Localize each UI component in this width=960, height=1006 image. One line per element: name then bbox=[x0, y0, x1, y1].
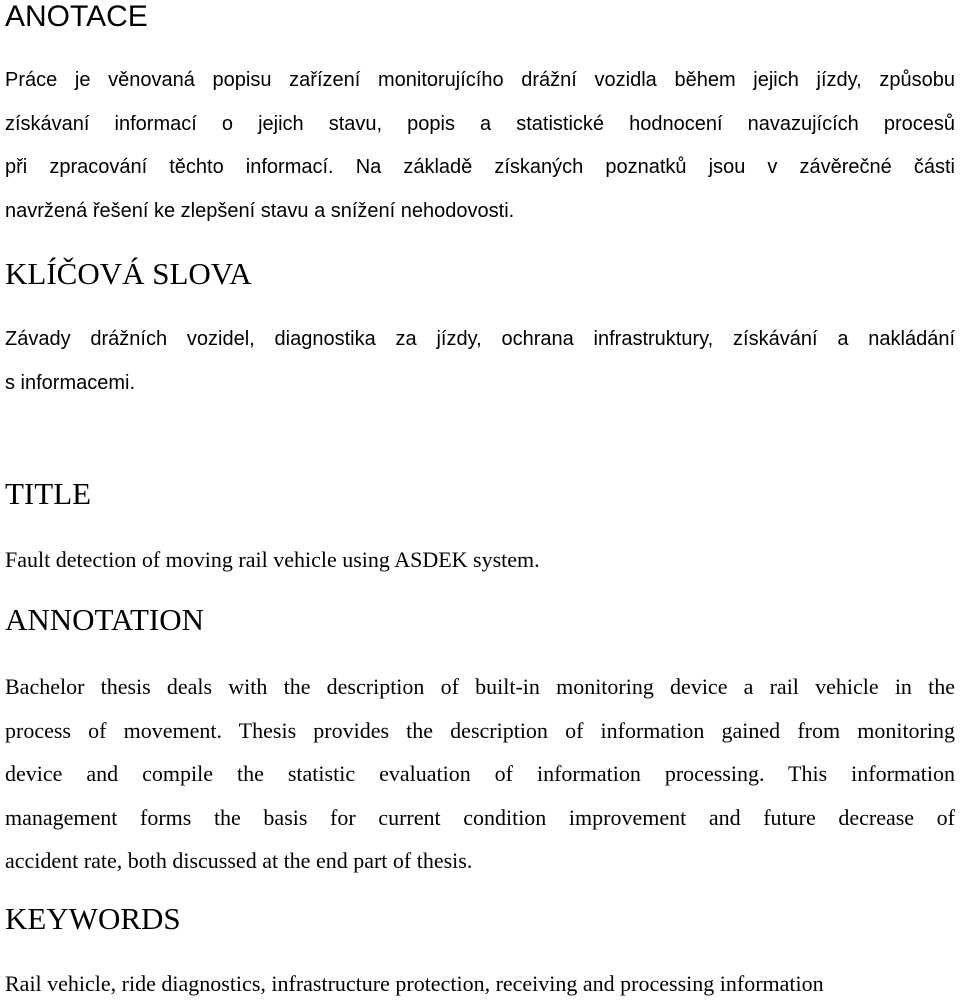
title-paragraph bbox=[5, 538, 955, 582]
anotace-paragraph bbox=[5, 59, 955, 233]
anotace-line-2: získávaní informací o jejich stavu, popis a statistické hodnocení navazujících procesů bbox=[5, 112, 955, 135]
heading-klicova-slova: KLÍČOVÁ SLOVA bbox=[5, 256, 252, 291]
klicova-slova-line-1: Závady drážních vozidel, diagnostika za jízdy, ochrana infrastruktury, získávání a nakládání bbox=[5, 328, 955, 350]
anotace-line-3: při zpracování těchto informací. Na základě získaných poznatků jsou v závěrečné části bbox=[5, 156, 955, 178]
heading-anotace: ANOTACE bbox=[5, 0, 148, 33]
heading-annotation: ANNOTATION bbox=[5, 602, 204, 637]
annotation-line-1: Bachelor thesis deals with the description of built-in monitoring device a rail vehicle in the bbox=[5, 674, 955, 699]
annotation-line-3: device and compile the statistic evaluation of information processing. This information bbox=[5, 761, 955, 786]
annotation-line-2: process of movement. Thesis provides the description of information gained from monitoring bbox=[5, 717, 955, 743]
annotation-paragraph bbox=[5, 665, 955, 883]
keywords-text: Rail vehicle, ride diagnostics, infrastructure protection, receiving and processing information bbox=[5, 971, 824, 996]
heading-keywords: KEYWORDS bbox=[5, 901, 181, 936]
klicova-slova-line-2: s informacemi. bbox=[5, 371, 136, 394]
anotace-line-1: Práce je věnovaná popisu zařízení monitorujícího drážní vozidla během jejich jízdy, způsobu bbox=[5, 69, 955, 91]
keywords-paragraph bbox=[5, 962, 955, 1006]
anotace-line-4: navržená řešení ke zlepšení stavu a snížení nehodovosti. bbox=[5, 199, 515, 222]
klicova-slova-paragraph bbox=[5, 318, 955, 405]
annotation-line-4: management forms the basis for current condition improvement and future decrease of bbox=[5, 804, 955, 830]
annotation-line-5: accident rate, both discussed at the end part of thesis. bbox=[5, 848, 473, 873]
title-text: Fault detection of moving rail vehicle using ASDEK system. bbox=[5, 547, 540, 572]
heading-title: TITLE bbox=[5, 476, 92, 511]
